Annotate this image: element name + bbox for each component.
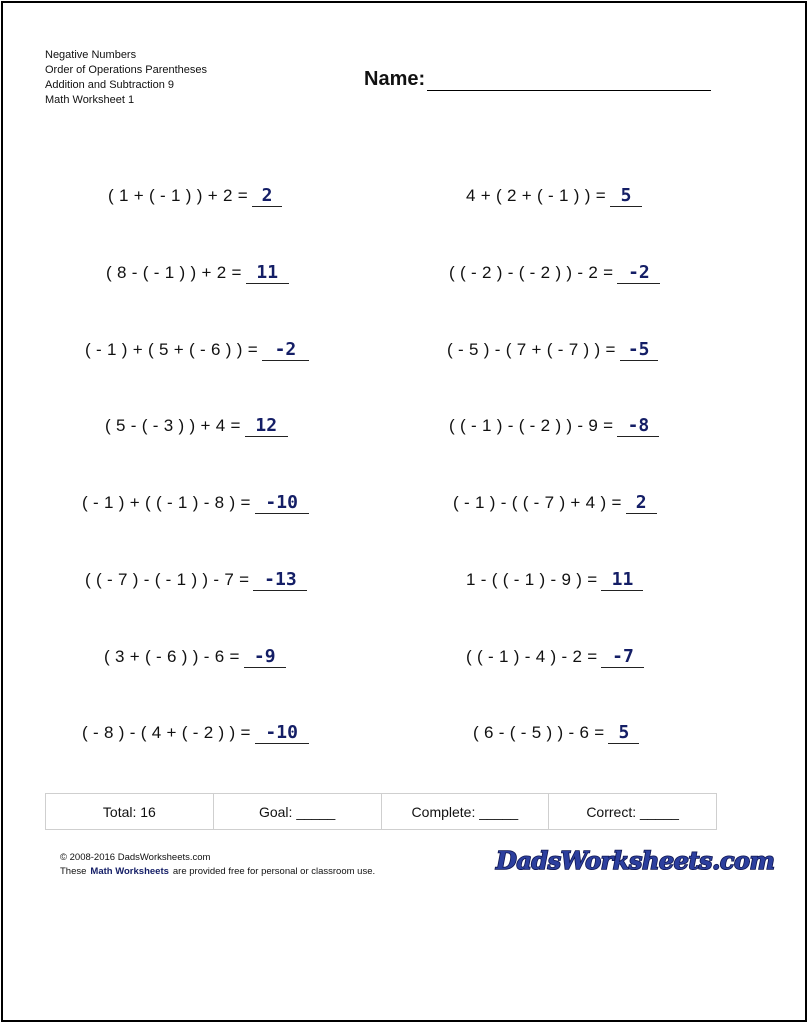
problem-expression: ( ( - 2 ) - ( - 2 ) ) - 2 = <box>449 263 614 282</box>
problem-10 <box>453 488 657 514</box>
problem-14 <box>466 642 644 668</box>
score-table <box>45 793 717 830</box>
problem-7 <box>105 411 288 437</box>
problem-1 <box>108 181 282 207</box>
dadsworksheets-logo[interactable] <box>494 841 775 877</box>
problem-answer: 12 <box>245 415 288 437</box>
name-label: Name: <box>364 68 426 90</box>
name-input-line[interactable] <box>427 71 711 91</box>
name-field <box>364 67 711 91</box>
header-topic: Negative Numbers <box>45 49 137 61</box>
copyright-line: © 2008-2016 DadsWorksheets.com <box>60 852 211 863</box>
problem-answer: -2 <box>617 262 660 284</box>
problem-expression: 1 - ( ( - 1 ) - 9 ) = <box>466 570 598 589</box>
problem-answer: -5 <box>620 339 658 361</box>
problem-6 <box>447 335 658 361</box>
problem-answer: 5 <box>610 185 642 207</box>
worksheet-header <box>45 48 207 108</box>
header-sheet-number: Math Worksheet 1 <box>45 94 135 106</box>
problem-3 <box>106 258 289 284</box>
problem-expression: ( 3 + ( - 6 ) ) - 6 = <box>104 647 240 666</box>
usage-suffix: are provided free for personal or classroom use. <box>172 866 376 877</box>
problem-expression: ( - 8 ) - ( 4 + ( - 2 ) ) = <box>82 723 251 742</box>
problem-answer: 2 <box>626 492 657 514</box>
problem-answer: -9 <box>244 646 286 668</box>
problem-12 <box>466 565 643 591</box>
complete-cell[interactable]: Complete: _____ <box>382 794 550 829</box>
problem-answer: -8 <box>617 415 659 437</box>
problem-expression: ( ( - 1 ) - ( - 2 ) ) - 9 = <box>449 416 614 435</box>
header-variant: Addition and Subtraction 9 <box>45 79 175 91</box>
problem-expression: ( ( - 1 ) - 4 ) - 2 = <box>466 647 598 666</box>
problem-expression: 4 + ( 2 + ( - 1 ) ) = <box>466 186 606 205</box>
problem-expression: ( 1 + ( - 1 ) ) + 2 = <box>108 186 248 205</box>
problem-13 <box>104 642 286 668</box>
problem-answer: 11 <box>246 262 289 284</box>
problem-expression: ( - 1 ) + ( ( - 1 ) - 8 ) = <box>82 493 251 512</box>
problem-expression: ( - 1 ) + ( 5 + ( - 6 ) ) = <box>85 340 258 359</box>
problem-expression: ( - 1 ) - ( ( - 7 ) + 4 ) = <box>453 493 622 512</box>
problem-answer: -13 <box>253 569 307 591</box>
copyright-notice <box>60 851 375 879</box>
usage-line <box>60 865 375 879</box>
problem-5 <box>85 335 309 361</box>
problem-expression: ( 8 - ( - 1 ) ) + 2 = <box>106 263 242 282</box>
header-subtopic: Order of Operations Parentheses <box>45 64 208 76</box>
problem-8 <box>449 411 659 437</box>
problem-9 <box>82 488 309 514</box>
problem-answer: 11 <box>601 569 643 591</box>
problem-answer: -10 <box>255 722 309 744</box>
problem-4 <box>449 258 660 284</box>
problem-15 <box>82 718 309 744</box>
math-worksheets-link[interactable]: Math Worksheets <box>90 866 169 877</box>
problem-answer: -10 <box>255 492 309 514</box>
problem-answer: 5 <box>608 722 639 744</box>
problem-expression: ( - 5 ) - ( 7 + ( - 7 ) ) = <box>447 340 616 359</box>
usage-prefix: These <box>60 866 87 877</box>
logo-wordmark: DadsWorksheets.com <box>496 846 775 875</box>
goal-cell[interactable]: Goal: _____ <box>214 794 382 829</box>
problem-2 <box>466 181 642 207</box>
problem-answer: -2 <box>262 339 309 361</box>
correct-cell[interactable]: Correct: _____ <box>586 803 679 820</box>
problem-expression: ( 5 - ( - 3 ) ) + 4 = <box>105 416 241 435</box>
problem-answer: 2 <box>252 185 282 207</box>
problem-11 <box>85 565 307 591</box>
problem-16 <box>473 718 639 744</box>
problem-answer: -7 <box>601 646 644 668</box>
problem-expression: ( 6 - ( - 5 ) ) - 6 = <box>473 723 605 742</box>
total-cell: Total: 16 <box>46 794 214 829</box>
problem-expression: ( ( - 7 ) - ( - 1 ) ) - 7 = <box>85 570 250 589</box>
